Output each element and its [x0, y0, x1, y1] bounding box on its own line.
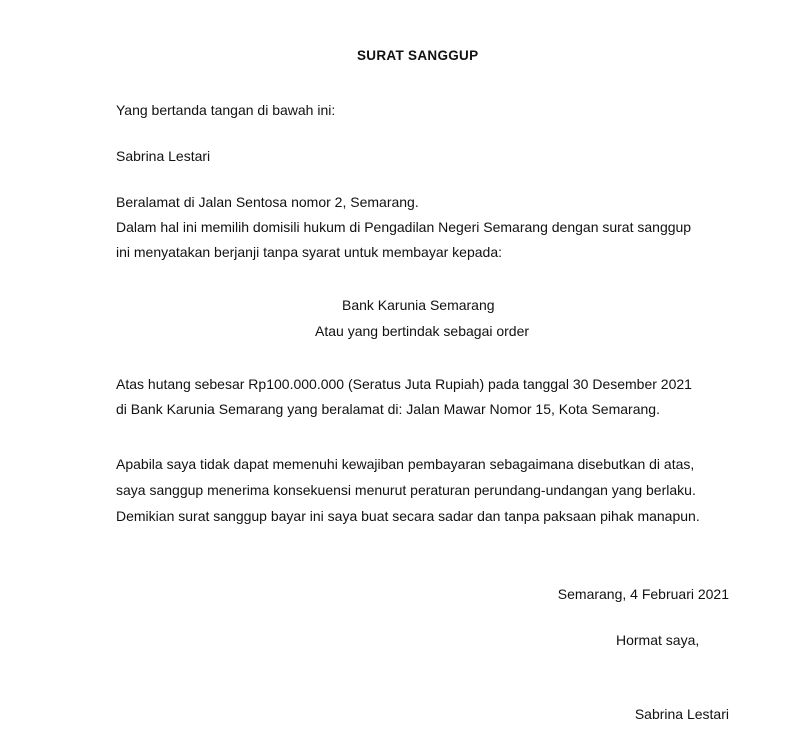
debt-location-line: di Bank Karunia Semarang yang beralamat di: Jalan Mawar Nomor 15, Kota Semarang. [116, 401, 660, 417]
salutation: Hormat saya, [616, 632, 700, 648]
intro-text: Yang bertanda tangan di bawah ini: [116, 102, 336, 118]
domicile-line: Dalam hal ini memilih domisili hukum di Pengadilan Negeri Semarang dengan surat sanggup [116, 219, 692, 235]
place-date: Semarang, 4 Februari 2021 [557, 586, 729, 602]
payee-name: Bank Karunia Semarang [342, 297, 495, 313]
address-line: Beralamat di Jalan Sentosa nomor 2, Semarang. [116, 194, 419, 210]
declarant-name: Sabrina Lestari [116, 148, 211, 164]
payee-order-clause: Atau yang bertindak sebagai order [315, 323, 530, 339]
closing-line: Demikian surat sanggup bayar ini saya buat secara sadar dan tanpa paksaan pihak manapun. [116, 508, 700, 524]
signatory-name: Sabrina Lestari [634, 706, 729, 722]
document-title: SURAT SANGGUP [357, 48, 479, 63]
promise-line: ini menyatakan berjanji tanpa syarat untuk membayar kepada: [116, 244, 502, 260]
closing-line: saya sanggup menerima konsekuensi menurut peraturan perundang-undangan yang berlaku. [116, 482, 696, 498]
closing-line: Apabila saya tidak dapat memenuhi kewajiban pembayaran sebagaimana disebutkan di atas, [116, 456, 695, 472]
debt-amount-line: Atas hutang sebesar Rp100.000.000 (Seratus Juta Rupiah) pada tanggal 30 Desember 2021 [116, 376, 692, 392]
